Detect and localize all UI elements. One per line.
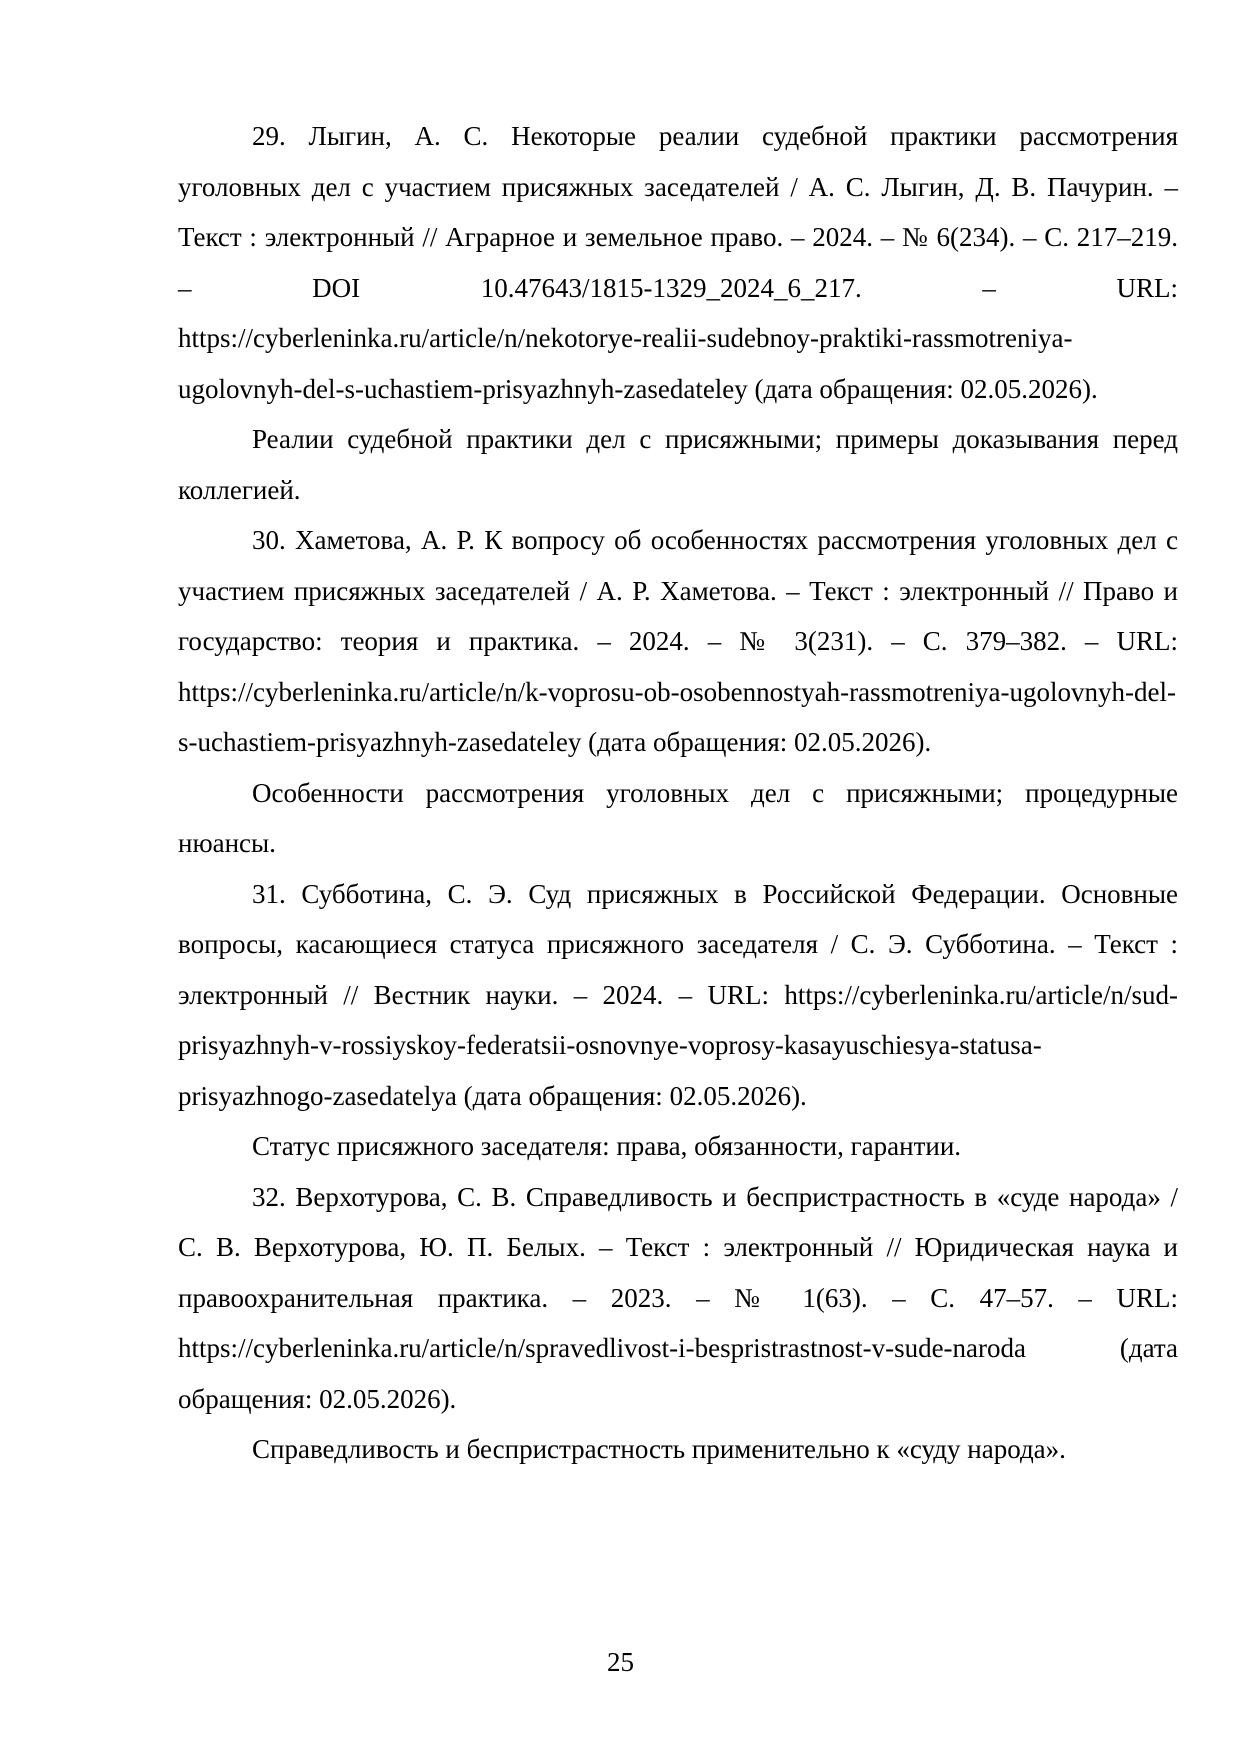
- reference-30: 30. Хаметова, А. Р. К вопросу об особенностях рассмотрения уголовных дел с участием присяжных заседателей / А. Р. Хаметова. – Текст : электронный // Право и государство: теория и практика. – 2024. – № 3(231). – С. 379–382. – URL: https://cyberleninka.ru/article/n/k-voprosu-ob-osobennostyah-rassmotreniya-ugolovnyh-del-s-uchastiem-prisyazhnyh-zasedateley (дата обращения: 02.05.2026).: [178, 525, 1178, 757]
- annotation-29: Реалии судебной практики дел с присяжными; примеры доказывания перед коллегией.: [178, 424, 1178, 505]
- page-number: 25: [607, 1647, 634, 1677]
- reference-32: 32. Верхотурова, С. В. Справедливость и беспристрастность в «суде народа» / С. В. Верхотурова, Ю. П. Белых. – Текст : электронный // Юридическая наука и правоохранительная практика. – 2023. – № 1(63). – С. 47–57. – URL: https://cyberleninka.ru/article/n/spravedlivost-i-bespristrastnost-v-sude-naroda (дата обращения: 02.05.2026).: [178, 1181, 1178, 1414]
- annotation-30: Особенности рассмотрения уголовных дел с присяжными; процедурные нюансы.: [178, 777, 1178, 858]
- reference-31: 31. Субботина, С. Э. Суд присяжных в Российской Федерации. Основные вопросы, касающиеся статуса присяжного заседателя / С. Э. Субботина. – Текст : электронный // Вестник науки. – 2024. – URL: https://cyberleninka.ru/article/n/sud-prisyazhnyh-v-rossiyskoy-federatsii-osnovnye-voprosy-kasayuschiesya-statusa-prisyazhnogo-zasedatelya (дата обращения: 02.05.2026).: [178, 878, 1178, 1111]
- document-body: [178, 111, 1178, 1475]
- reference-29: 29. Лыгин, А. С. Некоторые реалии судебной практики рассмотрения уголовных дел с участием присяжных заседателей / А. С. Лыгин, Д. В. Пачурин. – Текст : электронный // Аграрное и земельное право. – 2024. – № 6(234). – С. 217–219. – DOI 10.47643/1815-1329_2024_6_217. – URL: https://cyberleninka.ru/article/n/nekotorye-realii-sudebnoy-praktiki-rassmotreniya-ugolovnyh-del-s-uchastiem-prisyazhnyh-zasedateley (дата обращения: 02.05.2026).: [178, 121, 1178, 404]
- annotation-31: Статус присяжного заседателя: права, обязанности, гарантии.: [252, 1131, 962, 1161]
- annotation-32: Справедливость и беспристрастность применительно к «суду народа».: [252, 1434, 1066, 1464]
